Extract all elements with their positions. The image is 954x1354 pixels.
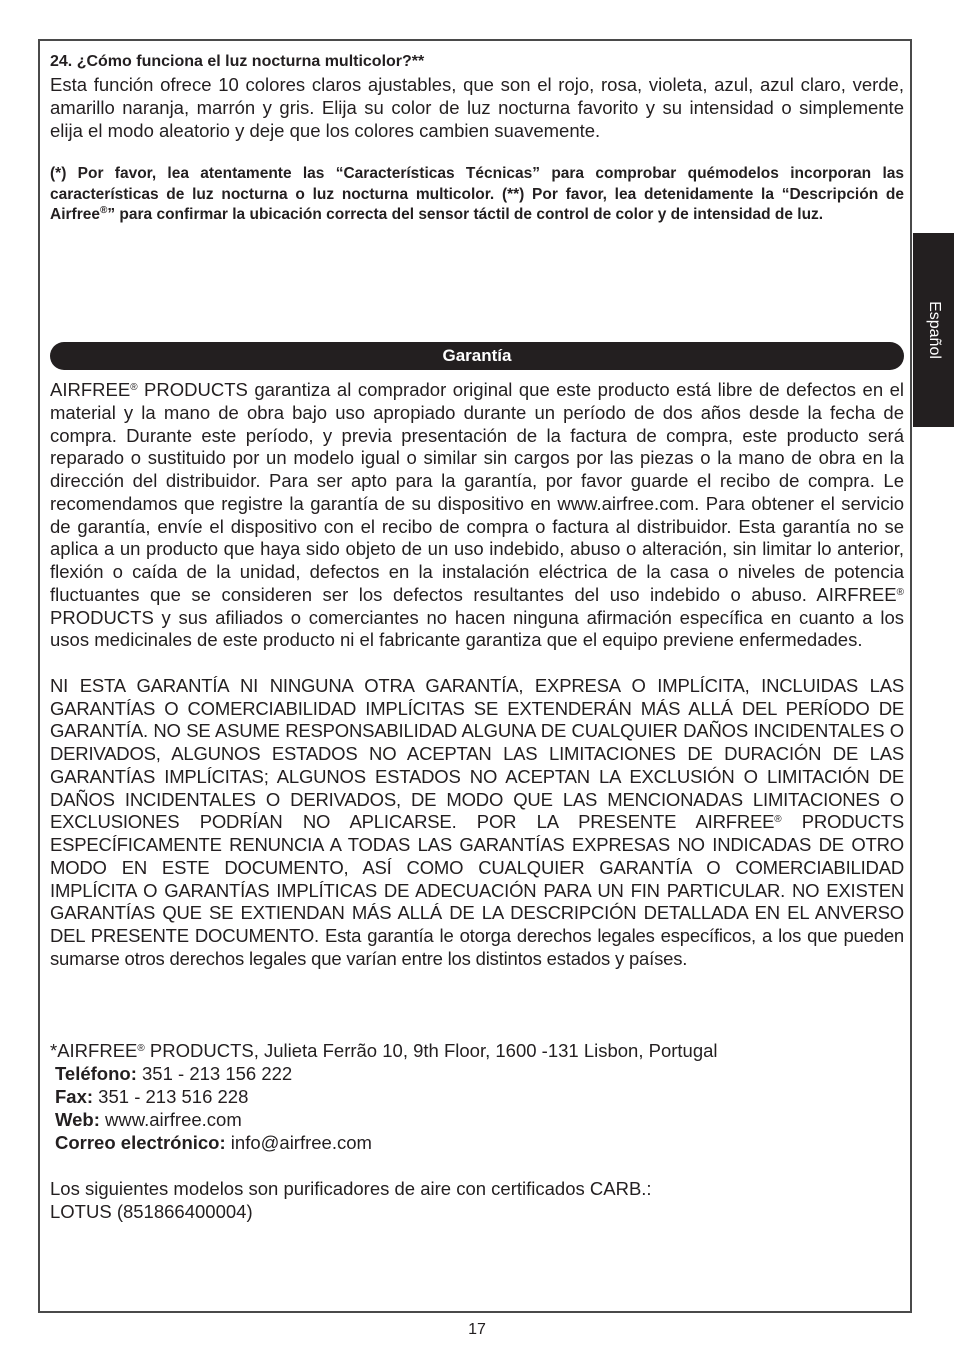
section-24-title: 24. ¿Cómo funciona el luz nocturna multicolor?** xyxy=(50,53,425,70)
warranty-heading-bar xyxy=(50,342,904,370)
page-number: 17 xyxy=(468,1321,486,1338)
phone-value: 351 - 213 156 222 xyxy=(136,1063,293,1084)
warranty-paragraph-2 xyxy=(50,675,904,971)
company-name: *AIRFREE xyxy=(50,1040,138,1061)
carb-statement: Los siguientes modelos son purificadores de aire con certificados CARB.: xyxy=(50,1178,652,1199)
warranty-p1-middle: PRODUCTS garantiza al comprador original que este producto está libre de defectos en el material y la mano de obra bajo uso apropiado durante un período de dos años desde la fecha de compra. Durante este período, y previa presentación de la factura de compra, este producto será reparado o sustituido por un modelo igual o similar sin cargos por las piezas o la mano de obra en la dirección del distribuidor. Para ser apto para la garantía, por favor guarde el recibo de compra. Le recomendamos que registre la garantía de su dispositivo en www.airfree.com. Para obtener el servicio de garantía, envíe el dispositivo con el recibo de compra o factura al distribuidor. Esta garantía no se aplica a un producto que haya sido objeto de un uso indebido, abuso o alteración, sin limitar lo anterior, flexión o caída de la unidad, defectos en la instalación eléctrica de la casa o niveles de potencia fluctuantes que se consideren ser los defectos resultantes del uso indebido o abuso. AIRFREE xyxy=(50,379,904,605)
web-line xyxy=(50,1108,904,1131)
registered-mark: ® xyxy=(99,205,108,216)
warranty-p2-end: PRODUCTS ESPECÍFICAMENTE RENUNCIA A TODAS LAS GARANTÍAS EXPRESAS NO INDICADAS DE OTRO MODO EN ESTE DOCUMENTO, ASÍ COMO CUALQUIER GARANTÍA O COMERCIABILIDAD IMPLÍCITA O GARANTÍAS IMPLÍTICAS DE ADECUACIÓN PARA UN FIN PARTICULAR. NO EXISTEN GARANTÍAS QUE SE EXTIENDAN MÁS ALLÁ DE LA DESCRIPCIÓN DETALLADA EN EL ANVERSO DEL PRESENTE DOCUMENTO. Esta garantía le otorga derechos legales específicos, a los que pueden sumarse otros derechos legales que varían entre los distintos estados y países. xyxy=(50,811,904,969)
email-value: info@airfree.com xyxy=(225,1132,372,1153)
email-line xyxy=(50,1131,904,1154)
technical-note xyxy=(50,164,904,226)
carb-block xyxy=(50,1177,904,1223)
registered-mark: ® xyxy=(774,814,782,826)
language-tab-label: Español xyxy=(925,301,943,359)
fax-label: Fax: xyxy=(55,1086,94,1107)
warranty-paragraph-1 xyxy=(50,379,904,652)
email-label: Correo electrónico: xyxy=(55,1132,226,1153)
phone-line xyxy=(50,1062,904,1085)
web-label: Web: xyxy=(55,1109,100,1130)
web-value: www.airfree.com xyxy=(99,1109,242,1130)
carb-model: LOTUS (851866400004) xyxy=(50,1201,253,1222)
registered-mark: ® xyxy=(130,382,138,393)
fax-line xyxy=(50,1085,904,1108)
technical-note-part1: (*) Por favor, lea atentamente las “Características Técnicas” para comprobar quémodelos incorporan las características de luz nocturna o luz nocturna multicolor. (**) Por favor, lea detenidamente la “Descripción de Airfree xyxy=(50,165,904,223)
technical-note-part2: ” para confirmar la ubicación correcta del sensor táctil de control de color y de intensidad de luz. xyxy=(107,206,824,223)
warranty-p1-end: PRODUCTS y sus afiliados o comerciantes no hacen ninguna afirmación específica en cuanto a los usos medicinales de este producto ni el fabricante garantiza que el equipo previene enfermedades. xyxy=(50,606,904,651)
phone-label: Teléfono: xyxy=(55,1063,137,1084)
warranty-p1-start: AIRFREE xyxy=(50,379,131,400)
company-address xyxy=(50,1039,904,1062)
fax-value: 351 - 213 516 228 xyxy=(93,1086,249,1107)
warranty-heading: Garantía xyxy=(442,346,512,365)
section-24-body: Esta función ofrece 10 colores claros ajustables, que son el rojo, rosa, violeta, azul, azul claro, verde, amarillo naranja, marrón y gris. Elija su color de luz nocturna favorito y su intensidad o simplemente elija el modo aleatorio y deje que los colores cambien suavemente. xyxy=(50,74,904,141)
warranty-text xyxy=(50,379,904,993)
language-tab xyxy=(913,233,954,427)
registered-mark: ® xyxy=(137,1043,145,1054)
warranty-p2-start: NI ESTA GARANTÍA NI NINGUNA OTRA GARANTÍA, EXPRESA O IMPLÍCITA, INCLUIDAS LAS GARANTÍAS O COMERCIABILIDAD IMPLÍCITAS SE EXTENDERÁN MÁS ALLÁ DEL PERÍODO DE GARANTÍA. NO SE ASUME RESPONSABILIDAD ALGUNA DE CUALQUIER DAÑOS INCIDENTALES O DERIVADOS, ALGUNOS ESTADOS NO ACEPTAN LAS LIMITACIONES DE DURACIÓN DE LAS GARANTÍAS IMPLÍCITAS; ALGUNOS ESTADOS NO ACEPTAN LA EXCLUSIÓN O LIMITACIÓN DE DAÑOS INCIDENTALES O DERIVADOS, DE MODO QUE LAS MENCIONADAS LIMITACIONES O EXCLUSIONES PODRÍAN NO APLICARSE. POR LA PRESENTE AIRFREE xyxy=(50,674,904,833)
registered-mark: ® xyxy=(896,586,904,598)
contact-block xyxy=(50,1039,904,1154)
company-address-text: PRODUCTS, Julieta Ferrão 10, 9th Floor, 1600 -131 Lisbon, Portugal xyxy=(144,1040,718,1061)
